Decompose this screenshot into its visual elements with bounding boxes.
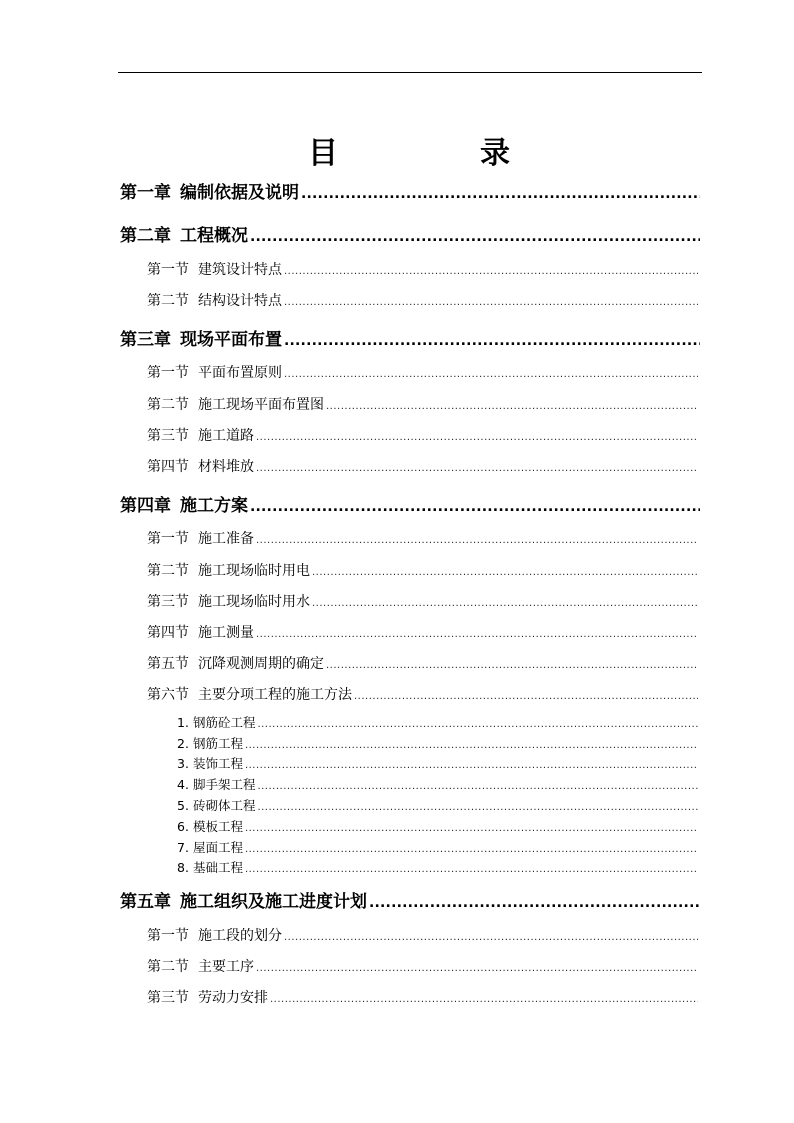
toc-entry-section[interactable]	[147, 425, 698, 445]
entry-title: 施工道路	[198, 428, 254, 444]
entry-number: 第三节	[147, 990, 189, 1006]
entry-number: 第一节	[147, 531, 189, 547]
dot-leader	[326, 660, 698, 671]
entry-number: 第二节	[147, 293, 189, 309]
entry-number: 3.	[177, 756, 189, 771]
toc-entry-item[interactable]	[177, 796, 698, 814]
entry-title: 屋面工程	[192, 840, 243, 855]
entry-title: 主要分项工程的施工方法	[198, 687, 352, 703]
toc-entry-item[interactable]	[177, 754, 698, 772]
dot-leader	[250, 499, 700, 515]
toc-entry-section[interactable]	[147, 259, 698, 279]
entry-number: 第三节	[147, 428, 189, 444]
entry-number: 第二节	[147, 563, 189, 579]
dot-leader	[245, 864, 698, 875]
entry-title: 钢筋工程	[192, 736, 243, 751]
entry-title: 工程概况	[180, 226, 248, 246]
entry-number: 4.	[177, 777, 189, 792]
entry-number: 1.	[177, 715, 189, 730]
entry-title: 装饰工程	[192, 756, 243, 771]
dot-leader	[284, 333, 700, 349]
entry-number: 8.	[177, 860, 189, 875]
dot-leader	[245, 823, 698, 834]
toc-entry-section[interactable]	[147, 925, 698, 945]
toc-entry-section[interactable]	[147, 653, 698, 673]
dot-leader	[326, 401, 698, 412]
dot-leader	[256, 629, 698, 640]
toc-entry-item[interactable]	[177, 817, 698, 835]
dot-leader	[270, 994, 698, 1005]
entry-number: 第一节	[147, 928, 189, 944]
entry-title: 施工段的划分	[198, 928, 282, 944]
entry-title: 施工方案	[180, 496, 248, 516]
entry-title: 劳动力安排	[198, 990, 268, 1006]
entry-title: 现场平面布置	[180, 330, 282, 350]
entry-title: 基础工程	[192, 860, 243, 875]
toc-entry-chapter[interactable]	[120, 887, 700, 912]
entry-title: 编制依据及说明	[180, 183, 299, 203]
entry-title: 建筑设计特点	[198, 262, 282, 278]
toc-entry-section[interactable]	[147, 956, 698, 976]
entry-title: 施工现场临时用水	[198, 594, 310, 610]
toc-entry-item[interactable]	[177, 775, 698, 793]
dot-leader	[284, 297, 698, 308]
entry-number: 第六节	[147, 687, 189, 703]
entry-title: 沉降观测周期的确定	[198, 656, 324, 672]
dot-leader	[256, 535, 698, 546]
entry-number: 第二节	[147, 397, 189, 413]
dot-leader	[312, 598, 698, 609]
dot-leader	[245, 740, 698, 751]
entry-number: 第一章	[120, 183, 171, 203]
entry-number: 第二节	[147, 959, 189, 975]
dot-leader	[284, 266, 698, 277]
dot-leader	[257, 719, 698, 730]
toc-entry-section[interactable]	[147, 560, 698, 580]
dot-leader	[256, 963, 698, 974]
entry-title: 施工组织及施工进度计划	[180, 892, 367, 912]
dot-leader	[256, 463, 698, 474]
toc-title-char-2: 录	[480, 136, 510, 171]
dot-leader	[257, 781, 698, 792]
dot-leader	[369, 895, 700, 911]
toc-entry-section[interactable]	[147, 684, 698, 704]
dot-leader	[301, 186, 700, 202]
toc-entry-chapter[interactable]	[120, 325, 700, 350]
entry-title: 施工测量	[198, 625, 254, 641]
entry-number: 第三章	[120, 330, 171, 350]
entry-number: 第一节	[147, 262, 189, 278]
toc-entry-section[interactable]	[147, 591, 698, 611]
entry-number: 6.	[177, 819, 189, 834]
dot-leader	[257, 802, 698, 813]
entry-number: 第四节	[147, 459, 189, 475]
toc-entry-chapter[interactable]	[120, 178, 700, 203]
entry-number: 第三节	[147, 594, 189, 610]
toc-entry-section[interactable]	[147, 290, 698, 310]
dot-leader	[250, 229, 700, 245]
toc-entry-section[interactable]	[147, 622, 698, 642]
entry-title: 材料堆放	[198, 459, 254, 475]
toc-entry-chapter[interactable]	[120, 491, 700, 516]
entry-title: 钢筋砼工程	[192, 715, 256, 730]
toc-entry-section[interactable]	[147, 456, 698, 476]
dot-leader	[284, 932, 698, 943]
entry-title: 砖砌体工程	[192, 798, 256, 813]
entry-title: 主要工序	[198, 959, 254, 975]
entry-title: 结构设计特点	[198, 293, 282, 309]
dot-leader	[354, 691, 698, 702]
dot-leader	[245, 760, 698, 771]
entry-number: 2.	[177, 736, 189, 751]
entry-title: 施工准备	[198, 531, 254, 547]
toc-entry-chapter[interactable]	[120, 221, 700, 246]
toc-entry-section[interactable]	[147, 394, 698, 414]
entry-number: 第五章	[120, 892, 171, 912]
entry-title: 平面布置原则	[198, 365, 282, 381]
entry-number: 第五节	[147, 656, 189, 672]
toc-entry-section[interactable]	[147, 987, 698, 1007]
dot-leader	[245, 844, 698, 855]
entry-number: 7.	[177, 840, 189, 855]
entry-number: 5.	[177, 798, 189, 813]
dot-leader	[284, 369, 698, 380]
entry-number: 第二章	[120, 226, 171, 246]
dot-leader	[312, 567, 698, 578]
toc-entry-item[interactable]	[177, 734, 698, 752]
toc-entry-section[interactable]	[147, 362, 698, 382]
dot-leader	[256, 432, 698, 443]
toc-title-char-1: 目	[308, 136, 338, 171]
toc-entry-section[interactable]	[147, 528, 698, 548]
toc-entry-item[interactable]	[177, 858, 698, 876]
entry-number: 第一节	[147, 365, 189, 381]
toc-entry-item[interactable]	[177, 713, 698, 731]
entry-number: 第四章	[120, 496, 171, 516]
entry-title: 脚手架工程	[192, 777, 256, 792]
entry-title: 施工现场临时用电	[198, 563, 310, 579]
entry-number: 第四节	[147, 625, 189, 641]
entry-title: 施工现场平面布置图	[198, 397, 324, 413]
entry-title: 模板工程	[192, 819, 243, 834]
toc-entry-item[interactable]	[177, 838, 698, 856]
